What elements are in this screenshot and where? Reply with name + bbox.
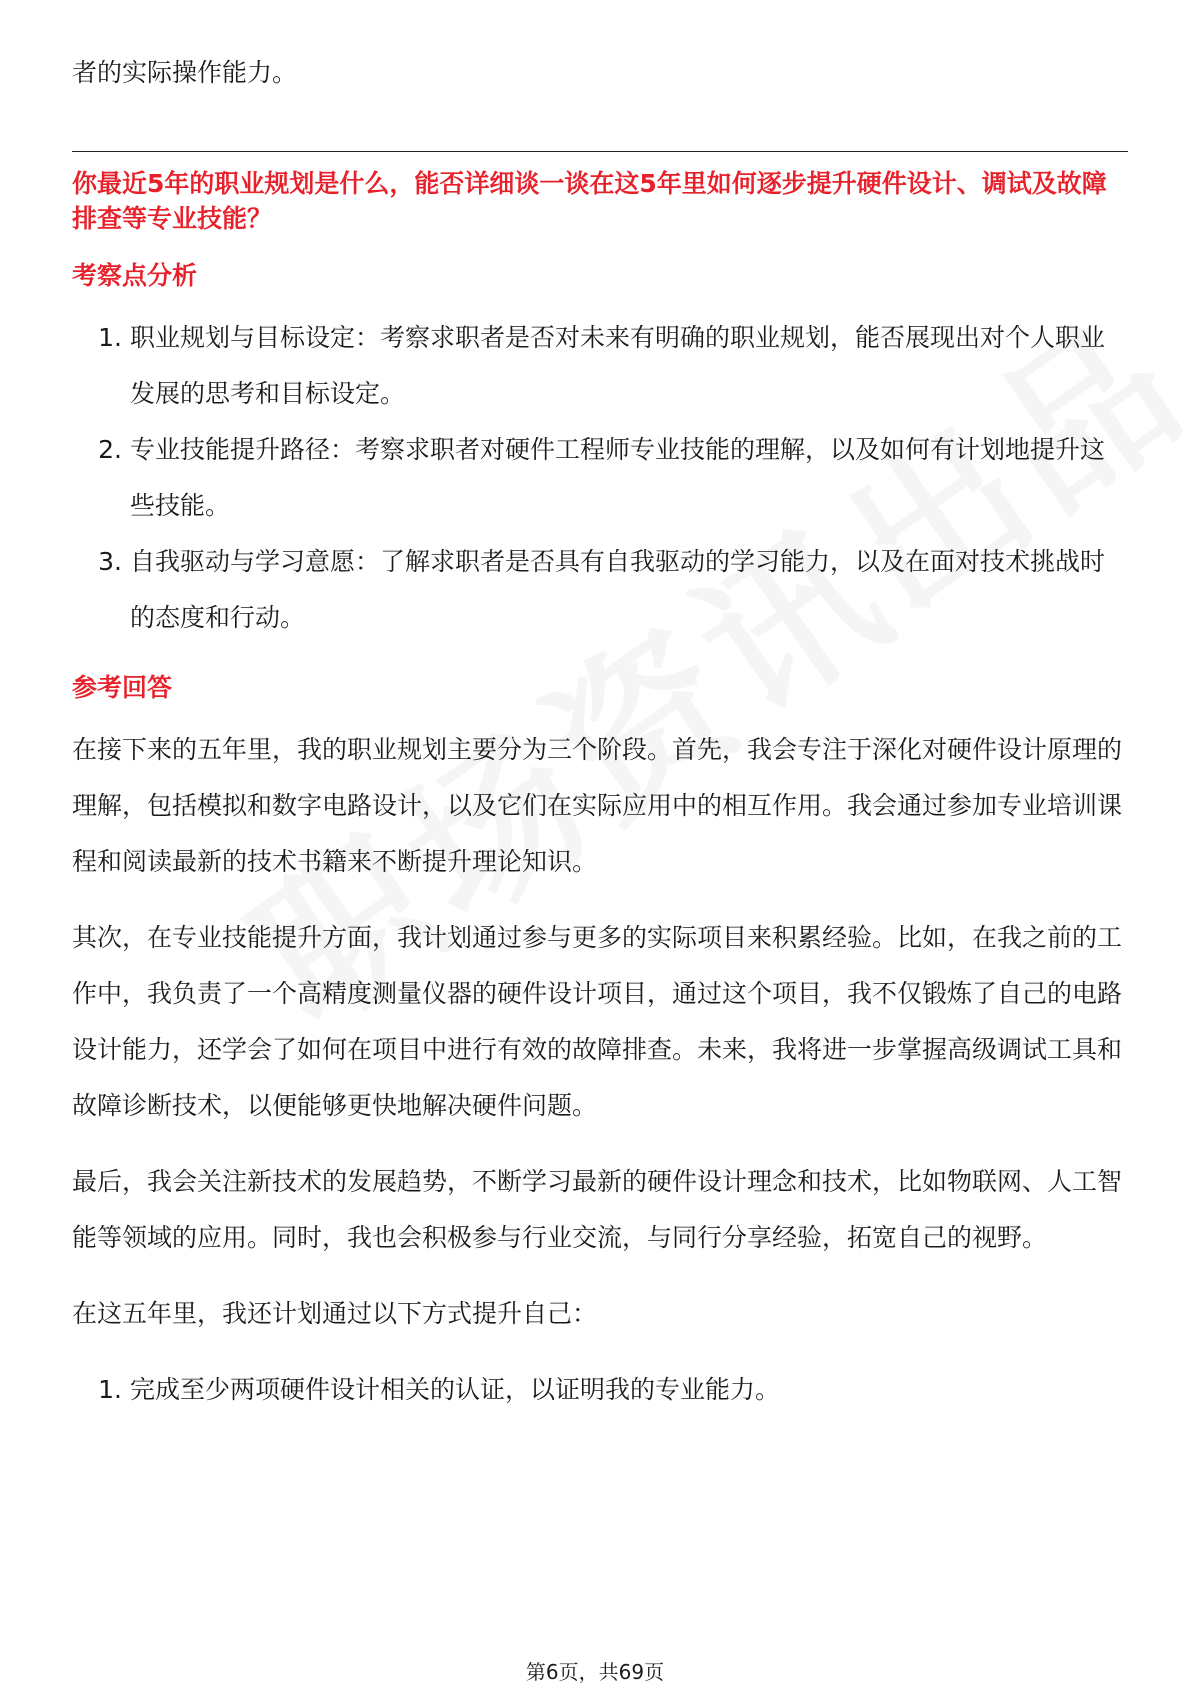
question-title: 你最近5年的职业规划是什么，能否详细谈一谈在这5年里如何逐步提升硬件设计、调试及故障排查等专业技能？	[72, 169, 1107, 233]
top-fragment: 者的实际操作能力。	[72, 58, 298, 87]
list-item	[72, 1362, 1128, 1418]
page-number-footer: 第6页，共69页	[525, 1660, 665, 1684]
list-item	[72, 310, 1128, 422]
list-item-text: 自我驱动与学习意愿：了解求职者是否具有自我驱动的学习能力，以及在面对技术挑战时的态度和行动。	[130, 547, 1106, 632]
list-item-number: 3.	[98, 547, 122, 576]
list-item	[72, 534, 1128, 646]
list-item-number: 2.	[98, 435, 122, 464]
list-item-number: 1.	[98, 1375, 122, 1404]
answer-list	[72, 1362, 1128, 1418]
answer-heading: 参考回答	[72, 673, 173, 702]
answer-paragraph: 在这五年里，我还计划通过以下方式提升自己：	[72, 1299, 598, 1328]
analysis-heading: 考察点分析	[72, 261, 198, 290]
answer-paragraph: 其次，在专业技能提升方面，我计划通过参与更多的实际项目来积累经验。比如，在我之前的工作中，我负责了一个高精度测量仪器的硬件设计项目，通过这个项目，我不仅锻炼了自己的电路设计能力，还学会了如何在项目中进行有效的故障排查。未来，我将进一步掌握高级调试工具和故障诊断技术，以便能够更快地解决硬件问题。	[72, 923, 1123, 1120]
page-content	[72, 45, 1128, 1418]
list-item-text: 完成至少两项硬件设计相关的认证，以证明我的专业能力。	[130, 1375, 781, 1404]
list-item-number: 1.	[98, 323, 122, 352]
answer-paragraph: 最后，我会关注新技术的发展趋势，不断学习最新的硬件设计理念和技术，比如物联网、人工智能等领域的应用。同时，我也会积极参与行业交流，与同行分享经验，拓宽自己的视野。	[72, 1167, 1123, 1252]
list-item-text: 专业技能提升路径：考察求职者对硬件工程师专业技能的理解，以及如何有计划地提升这些技能。	[130, 435, 1106, 520]
analysis-list	[72, 310, 1128, 646]
section-divider	[72, 151, 1128, 152]
list-item	[72, 422, 1128, 534]
list-item-text: 职业规划与目标设定：考察求职者是否对未来有明确的职业规划，能否展现出对个人职业发展的思考和目标设定。	[130, 323, 1106, 408]
answer-paragraph: 在接下来的五年里，我的职业规划主要分为三个阶段。首先，我会专注于深化对硬件设计原理的理解，包括模拟和数字电路设计，以及它们在实际应用中的相互作用。我会通过参加专业培训课程和阅读最新的技术书籍来不断提升理论知识。	[72, 735, 1123, 876]
